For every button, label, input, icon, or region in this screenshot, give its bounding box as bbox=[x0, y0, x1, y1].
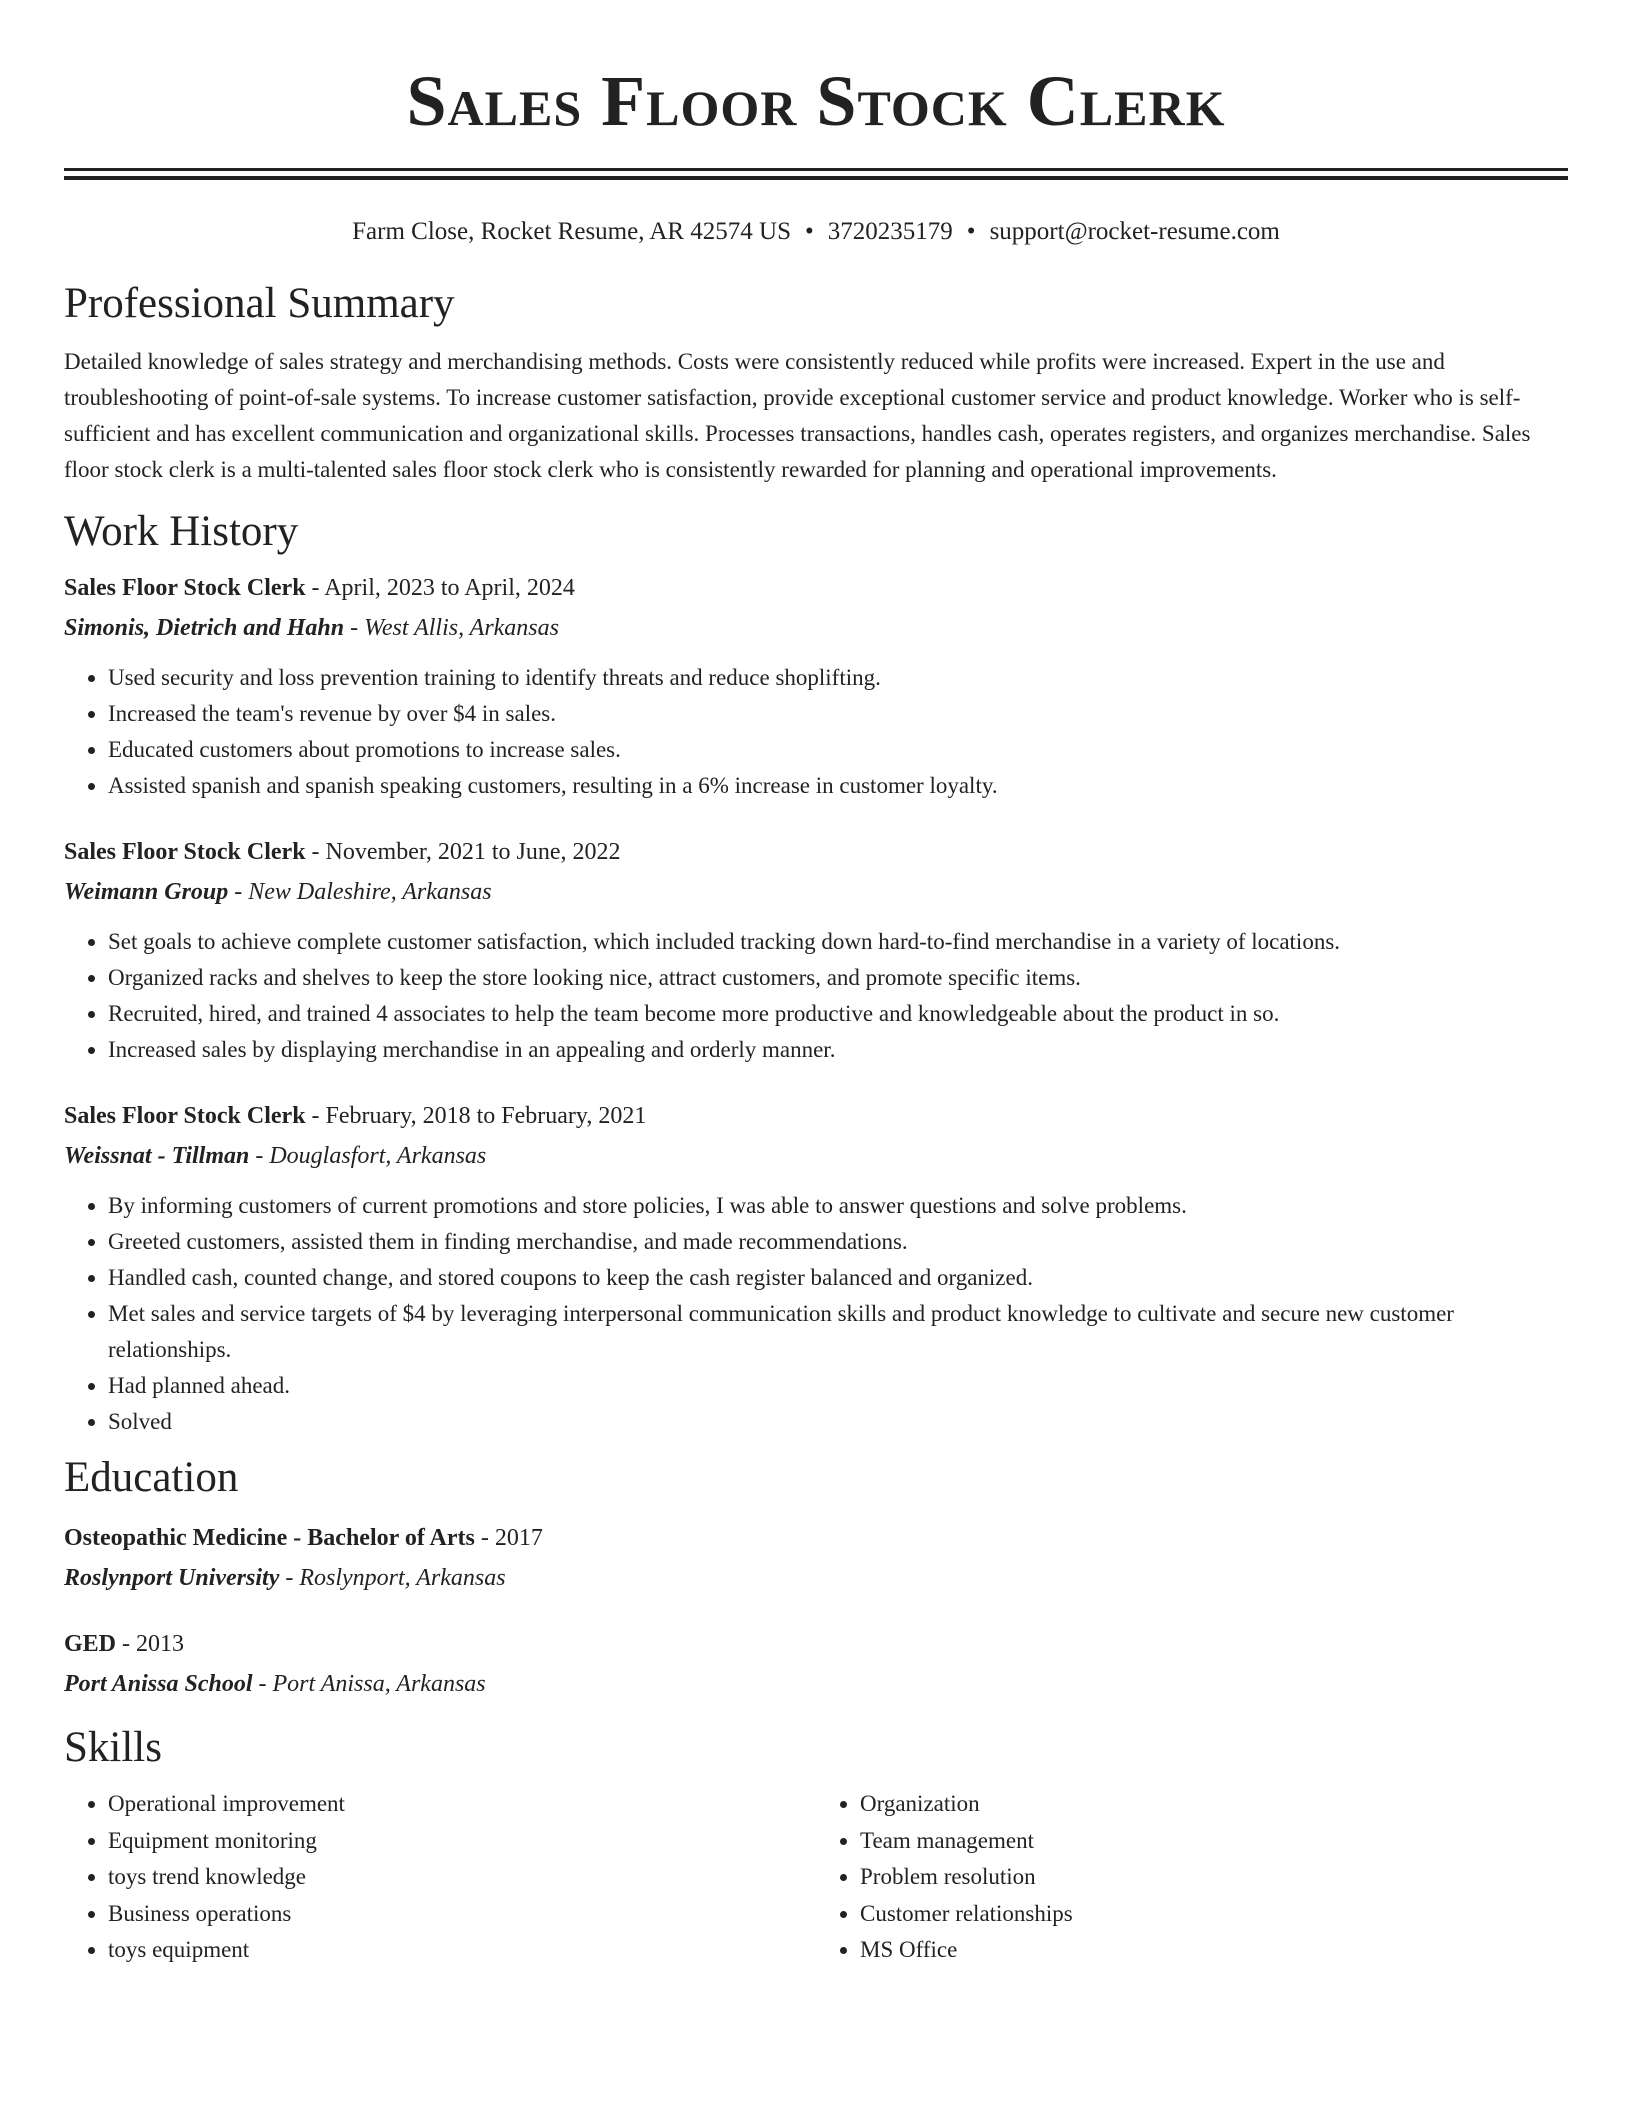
skill-item: • Operational improvement bbox=[108, 1786, 816, 1823]
job-company-line bbox=[64, 1138, 1568, 1174]
contact-email: support@rocket-resume.com bbox=[989, 218, 1280, 245]
job-company-line bbox=[64, 874, 1568, 910]
job-bullet: • Had planned ahead. bbox=[108, 1368, 1568, 1404]
education-entry bbox=[64, 1520, 1568, 1596]
skills-list-right bbox=[816, 1786, 1568, 1969]
job-bullet: • Organized racks and shelves to keep the store looking nice, attract customers, and promote specific items. bbox=[108, 960, 1568, 996]
job-title: Sales Floor Stock Clerk bbox=[64, 1103, 306, 1129]
job-bullet: • Recruited, hired, and trained 4 associates to help the team become more productive and knowledgeable about the product in so. bbox=[108, 996, 1568, 1032]
job-company-line bbox=[64, 610, 1568, 646]
job-title-line bbox=[64, 834, 1568, 870]
education-heading: Education bbox=[64, 1454, 239, 1501]
education-school: Port Anissa School bbox=[64, 1671, 253, 1697]
education-degree-line bbox=[64, 1520, 1568, 1556]
job-location: - Douglasfort, Arkansas bbox=[249, 1143, 487, 1169]
job-location: - New Daleshire, Arkansas bbox=[228, 879, 492, 905]
skill-item: • Team management bbox=[860, 1823, 1568, 1860]
job-entry bbox=[64, 1098, 1568, 1440]
skills-columns bbox=[64, 1786, 1568, 1969]
education-year: - 2013 bbox=[116, 1631, 185, 1657]
job-bullet: • Met sales and service targets of $4 by leveraging interpersonal communication skills and product knowledge to cultivate and secure new customer relationships. bbox=[108, 1296, 1568, 1368]
job-title: Sales Floor Stock Clerk bbox=[64, 839, 306, 865]
job-bullet: • Increased the team's revenue by over $4 in sales. bbox=[108, 696, 1568, 732]
contact-line bbox=[64, 216, 1568, 248]
summary-text: Detailed knowledge of sales strategy and merchandising methods. Costs were consistently reduced while profits were increased. Expert in the use and troubleshooting of point-of-sale systems. To increase customer satisfaction, provide exceptional customer service and product knowledge. Worker who is self-sufficient and has excellent communication and organizational skills. Processes transactions, handles cash, operates registers, and organizes merchandise. Sales floor stock clerk is a multi-talented sales floor stock clerk who is consistently rewarded for planning and operational improvements. bbox=[64, 349, 1531, 482]
resume-name: Sales Floor Stock Clerk bbox=[406, 61, 1226, 141]
job-dates: - February, 2018 to February, 2021 bbox=[305, 1103, 647, 1129]
job-bullet: • Greeted customers, assisted them in finding merchandise, and made recommendations. bbox=[108, 1224, 1568, 1260]
education-location: - Port Anissa, Arkansas bbox=[252, 1671, 486, 1697]
job-bullet: • Set goals to achieve complete customer satisfaction, which included tracking down hard-to-find merchandise in a variety of locations. bbox=[108, 924, 1568, 960]
education-school-line bbox=[64, 1560, 1568, 1596]
job-bullet: • Handled cash, counted change, and stored coupons to keep the cash register balanced and organized. bbox=[108, 1260, 1568, 1296]
education-year: - 2017 bbox=[474, 1525, 543, 1551]
contact-phone: 3720235179 bbox=[827, 218, 953, 245]
header-rule-bottom bbox=[64, 176, 1568, 180]
skill-item: • Business operations bbox=[108, 1896, 816, 1933]
job-company: Weimann Group bbox=[64, 879, 229, 905]
job-bullet: • Solved bbox=[108, 1404, 1568, 1440]
skill-item: • Problem resolution bbox=[860, 1859, 1568, 1896]
job-bullet: • By informing customers of current promotions and store policies, I was able to answer questions and solve problems. bbox=[108, 1188, 1568, 1224]
education-entry bbox=[64, 1626, 1568, 1702]
job-bullet: • Used security and loss prevention training to identify threats and reduce shoplifting. bbox=[108, 660, 1568, 696]
skill-item: • toys trend knowledge bbox=[108, 1859, 816, 1896]
job-entry bbox=[64, 570, 1568, 804]
contact-separator: • bbox=[805, 218, 814, 245]
job-bullet: • Increased sales by displaying merchandise in an appealing and orderly manner. bbox=[108, 1032, 1568, 1068]
education-school: Roslynport University bbox=[64, 1565, 280, 1591]
skill-item: • Customer relationships bbox=[860, 1896, 1568, 1933]
skill-item: • Equipment monitoring bbox=[108, 1823, 816, 1860]
job-company: Simonis, Dietrich and Hahn bbox=[64, 615, 345, 641]
job-bullet: • Assisted spanish and spanish speaking customers, resulting in a 6% increase in customer loyalty. bbox=[108, 768, 1568, 804]
header-rule-top bbox=[64, 168, 1568, 171]
job-title: Sales Floor Stock Clerk bbox=[64, 575, 306, 601]
summary-heading: Professional Summary bbox=[64, 280, 455, 327]
skill-item: • MS Office bbox=[860, 1932, 1568, 1969]
job-title-line bbox=[64, 1098, 1568, 1134]
education-degree: GED bbox=[64, 1631, 117, 1657]
work-history-heading: Work History bbox=[64, 508, 299, 555]
job-dates: - November, 2021 to June, 2022 bbox=[305, 839, 621, 865]
education-degree-line bbox=[64, 1626, 1568, 1662]
education-degree: Osteopathic Medicine - Bachelor of Arts bbox=[64, 1525, 475, 1551]
education-school-line bbox=[64, 1666, 1568, 1702]
education-location: - Roslynport, Arkansas bbox=[279, 1565, 506, 1591]
contact-separator: • bbox=[966, 218, 976, 245]
job-bullet: • Educated customers about promotions to increase sales. bbox=[108, 732, 1568, 768]
job-company: Weissnat - Tillman bbox=[64, 1143, 250, 1169]
skill-item: • toys equipment bbox=[108, 1932, 816, 1969]
skill-item: • Organization bbox=[860, 1786, 1568, 1823]
job-bullets bbox=[64, 660, 1568, 804]
job-location: - West Allis, Arkansas bbox=[344, 615, 559, 641]
skills-list-left bbox=[64, 1786, 816, 1969]
job-bullets bbox=[64, 924, 1568, 1068]
job-bullets bbox=[64, 1188, 1568, 1440]
job-dates: - April, 2023 to April, 2024 bbox=[305, 575, 575, 601]
contact-address: Farm Close, Rocket Resume, AR 42574 US bbox=[352, 218, 792, 245]
job-title-line bbox=[64, 570, 1568, 606]
skills-heading: Skills bbox=[64, 1724, 162, 1771]
job-entry bbox=[64, 834, 1568, 1068]
